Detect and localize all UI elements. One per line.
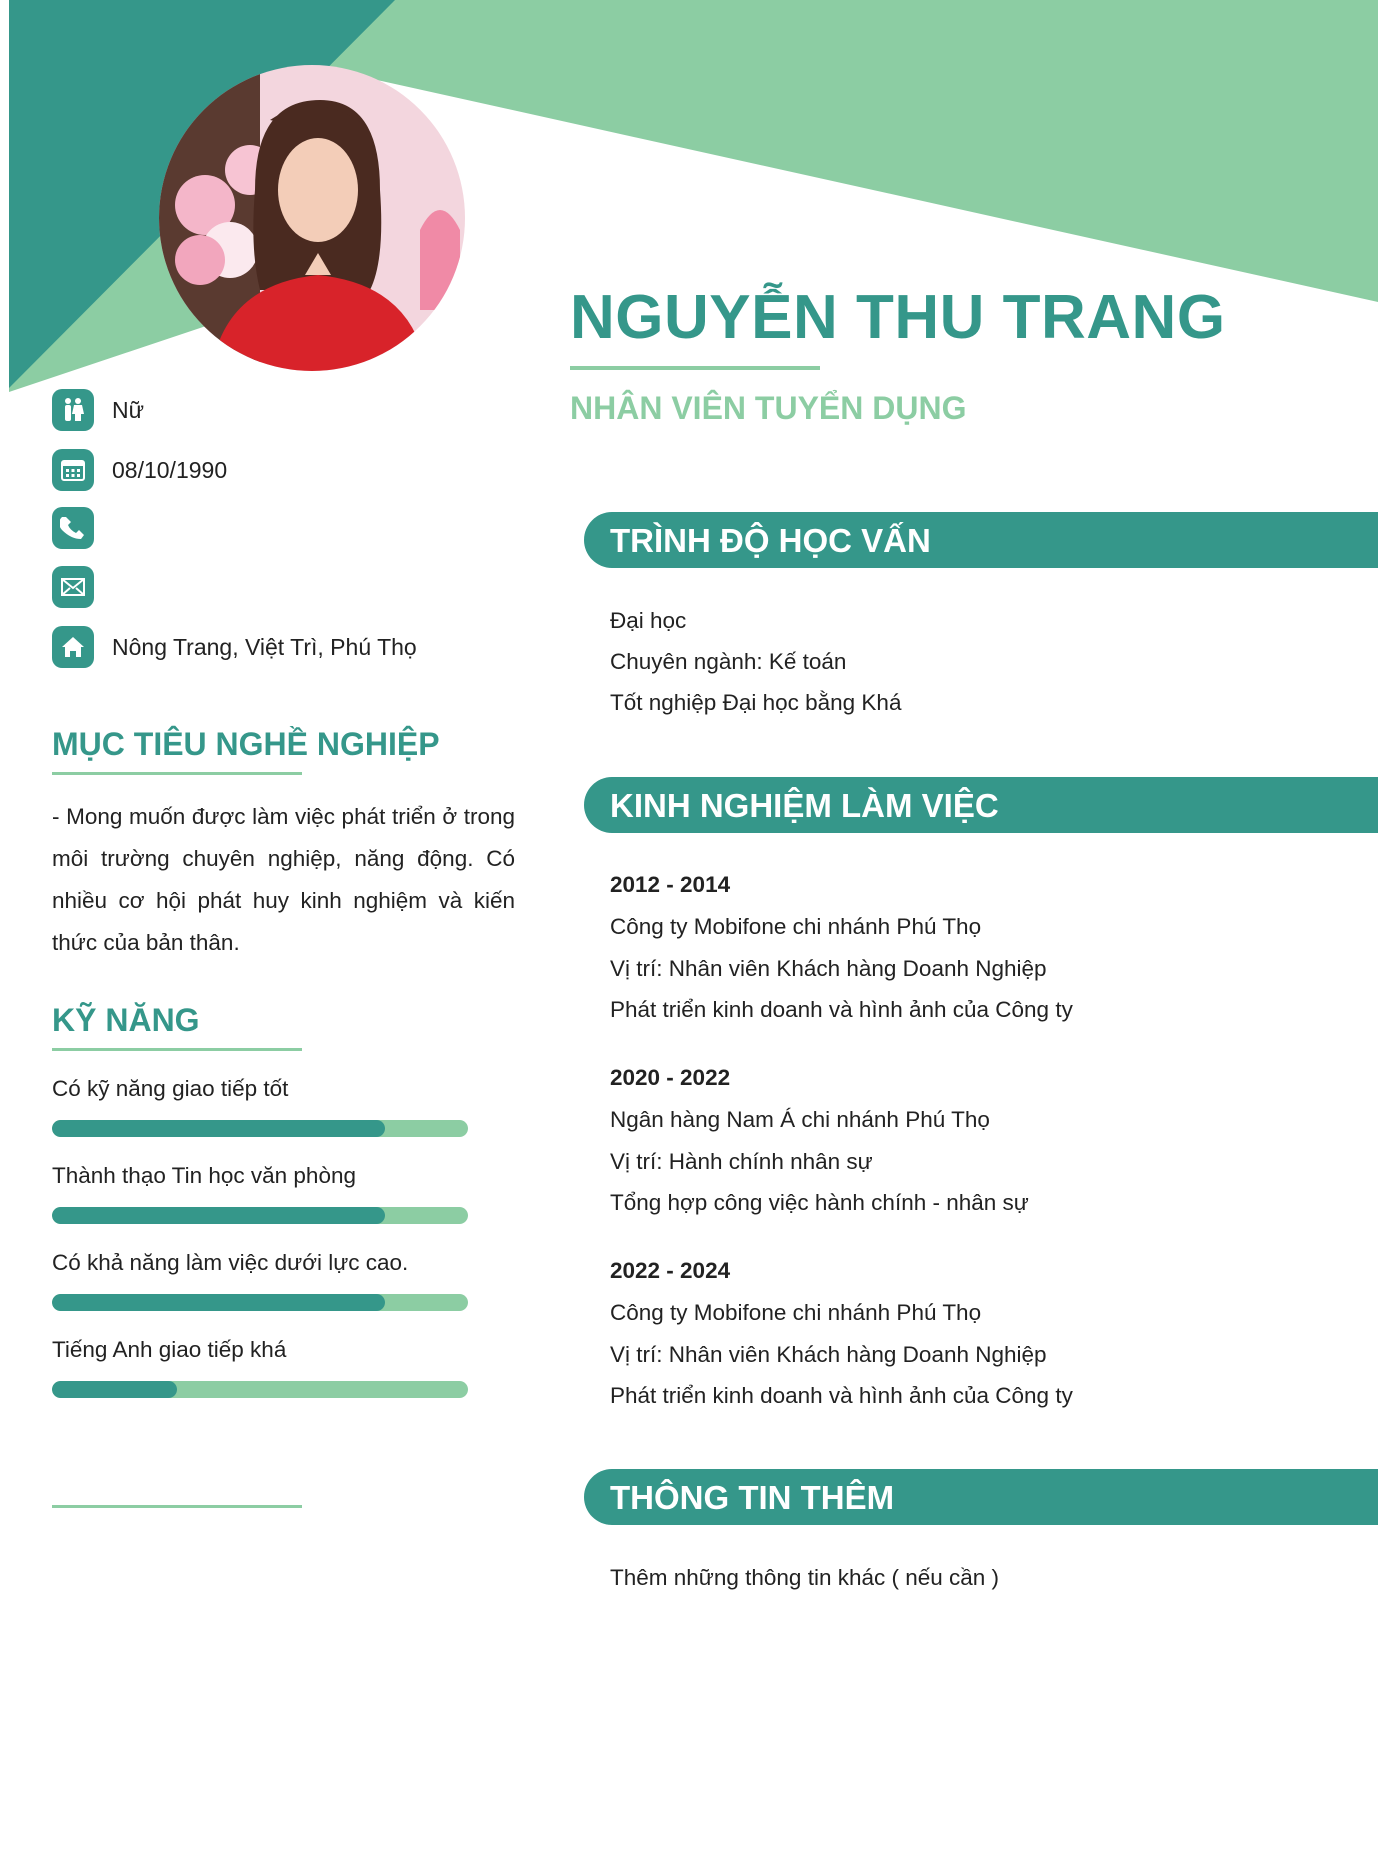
experience-title: KINH NGHIỆM LÀM VIỆC: [610, 787, 999, 824]
contact-email: [52, 566, 112, 608]
contact-phone: [52, 507, 112, 549]
contact-address: [52, 626, 417, 668]
skill-bar: [52, 1120, 468, 1137]
skill-label: Tiếng Anh giao tiếp khá: [52, 1337, 287, 1362]
skills-title: KỸ NĂNG: [52, 1002, 200, 1038]
contact-birthday: [52, 449, 227, 491]
experience-line: Tổng hợp công việc hành chính - nhân sự: [610, 1190, 1029, 1215]
objective-text: - Mong muốn được làm việc phát triển ở trong môi trường chuyên nghiệp, năng động. Có nhiều cơ hội phát huy kinh nghiệm và kiến thức của bản thân.: [52, 804, 515, 955]
experience-line: Công ty Mobifone chi nhánh Phú Thọ: [610, 1300, 982, 1325]
calendar-icon: [52, 449, 94, 491]
phone-icon: [52, 507, 94, 549]
candidate-role: NHÂN VIÊN TUYỂN DỤNG: [570, 390, 967, 426]
skill-bar-fill: [52, 1294, 385, 1311]
extra-title: THÔNG TIN THÊM: [610, 1479, 895, 1516]
objective-title: MỤC TIÊU NGHỀ NGHIỆP: [52, 726, 440, 762]
experience-header: [584, 777, 1378, 833]
skill-bar-fill: [52, 1207, 385, 1224]
experience-line: Vị trí: Nhân viên Khách hàng Doanh Nghiệp: [610, 1341, 1047, 1367]
gender-value: Nữ: [112, 396, 145, 423]
experience-line: Phát triển kinh doanh và hình ảnh của Công ty: [610, 997, 1073, 1022]
skills-underline: [52, 1048, 302, 1051]
extra-text: Thêm những thông tin khác ( nếu cần ): [610, 1565, 1000, 1590]
birthday-value: 08/10/1990: [112, 456, 228, 483]
experience-years: 2020 - 2022: [610, 1065, 731, 1090]
experience-line: Công ty Mobifone chi nhánh Phú Thọ: [610, 914, 982, 939]
contact-gender: [52, 389, 144, 431]
left-divider: [52, 1505, 302, 1508]
skill-bar-fill: [52, 1120, 385, 1137]
education-line: Tốt nghiệp Đại học bằng Khá: [610, 690, 902, 715]
gender-icon: [52, 389, 94, 431]
experience-years: 2022 - 2024: [610, 1258, 731, 1283]
experience-line: Ngân hàng Nam Á chi nhánh Phú Thọ: [610, 1107, 990, 1132]
skill-label: Có kỹ năng giao tiếp tốt: [52, 1076, 289, 1101]
experience-line: Vị trí: Nhân viên Khách hàng Doanh Nghiệp: [610, 955, 1047, 981]
name-underline: [570, 366, 820, 370]
skill-bar: [52, 1207, 468, 1224]
skill-label: Có khả năng làm việc dưới lực cao.: [52, 1250, 409, 1275]
extra-header: [584, 1469, 1378, 1525]
home-icon: [52, 626, 94, 668]
education-header: [584, 512, 1378, 568]
education-line: Chuyên ngành: Kế toán: [610, 649, 847, 674]
candidate-name: NGUYỄN THU TRANG: [570, 283, 1226, 352]
skill-bar-fill: [52, 1381, 177, 1398]
education-title: TRÌNH ĐỘ HỌC VẤN: [610, 522, 931, 559]
skill-bar: [52, 1381, 468, 1398]
experience-line: Vị trí: Hành chính nhân sự: [610, 1148, 873, 1174]
experience-line: Phát triển kinh doanh và hình ảnh của Công ty: [610, 1383, 1073, 1408]
education-line: Đại học: [610, 608, 687, 633]
skill-label: Thành thạo Tin học văn phòng: [52, 1163, 356, 1188]
address-value: Nông Trang, Việt Trì, Phú Thọ: [112, 633, 417, 660]
objective-underline: [52, 772, 302, 775]
skill-bar: [52, 1294, 468, 1311]
experience-years: 2012 - 2014: [610, 872, 731, 897]
email-icon: [52, 566, 94, 608]
